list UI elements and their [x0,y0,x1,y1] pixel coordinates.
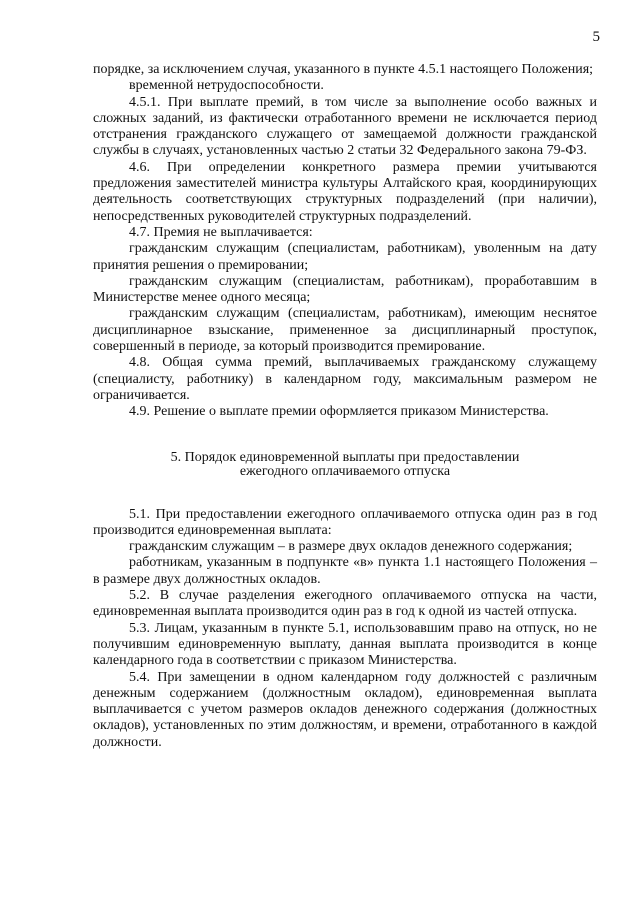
paragraph: 4.6. При определении конкретного размера премии учитываются предложения заместителей министра культуры Алтайского края, координирующих деятельность соответствующих структурных подразделений (при наличии), непосредственных руководителей структурных подразделений. [93,159,597,224]
paragraph: порядке, за исключением случая, указанного в пункте 4.5.1 настоящего Положения; [93,62,594,77]
document-body [93,62,597,751]
paragraph: гражданским служащим (специалистам, работникам), уволенным на дату принятия решения о премировании; [93,241,597,273]
paragraph: 5.3. Лицам, указанным в пункте 5.1, использовавшим право на отпуск, но не получившим единовременную выплату, данная выплата производится в конце календарного года в соответствии с приказом Министерства. [93,620,597,669]
paragraph: 5.2. В случае разделения ежегодного оплачиваемого отпуска на части, единовременная выплата производится один раз в год к одной из частей отпуска. [93,588,597,620]
section-heading-line-2: ежегодного оплачиваемого отпуска [239,463,451,479]
paragraph: работникам, указанным в подпункте «в» пункта 1.1 настоящего Положения – в размере двух должностных окладов. [93,555,597,587]
paragraph: 5.4. При замещении в одном календарном году должностей с различным денежным содержанием (должностным окладом), единовременная выплата выплачивается с учетом размеров окладов денежного содержания (должностных окладов), установленных по этим должностям, и времени, отработанного в каждой должности. [93,669,597,750]
paragraph: 4.5.1. При выплате премий, в том числе за выполнение особо важных и сложных заданий, из фактически отработанного времени не исключается период отстранения гражданского служащего от замещаемой должности гражданской службы в случаях, установленных частью 2 статьи 32 Федерального закона 79-ФЗ. [93,94,597,159]
paragraph: гражданским служащим (специалистам, работникам), имеющим неснятое дисциплинарное взыскание, примененное за дисциплинарный проступок, совершенный в периоде, за который производится премирование. [93,306,597,355]
paragraph: гражданским служащим (специалистам, работникам), проработавшим в Министерстве менее одного месяца; [93,273,597,306]
section-heading-line-1: 5. Порядок единовременной выплаты при предоставлении [170,449,520,465]
paragraph: 5.1. При предоставлении ежегодного оплачиваемого отпуска один раз в год производится единовременная выплата: [93,506,597,538]
page-number: 5 [592,29,600,45]
paragraph: 4.9. Решение о выплате премии оформляется приказом Министерства. [129,404,549,420]
paragraph: 4.7. Премия не выплачивается: [129,224,313,240]
paragraph: 4.8. Общая сумма премий, выплачиваемых гражданскому служащему (специалисту, работнику) в календарном году, максимальным размером не ограничивается. [93,355,597,403]
section-heading [93,451,597,479]
paragraph: временной нетрудоспособности. [129,78,324,94]
paragraph: гражданским служащим – в размере двух окладов денежного содержания; [129,539,573,555]
